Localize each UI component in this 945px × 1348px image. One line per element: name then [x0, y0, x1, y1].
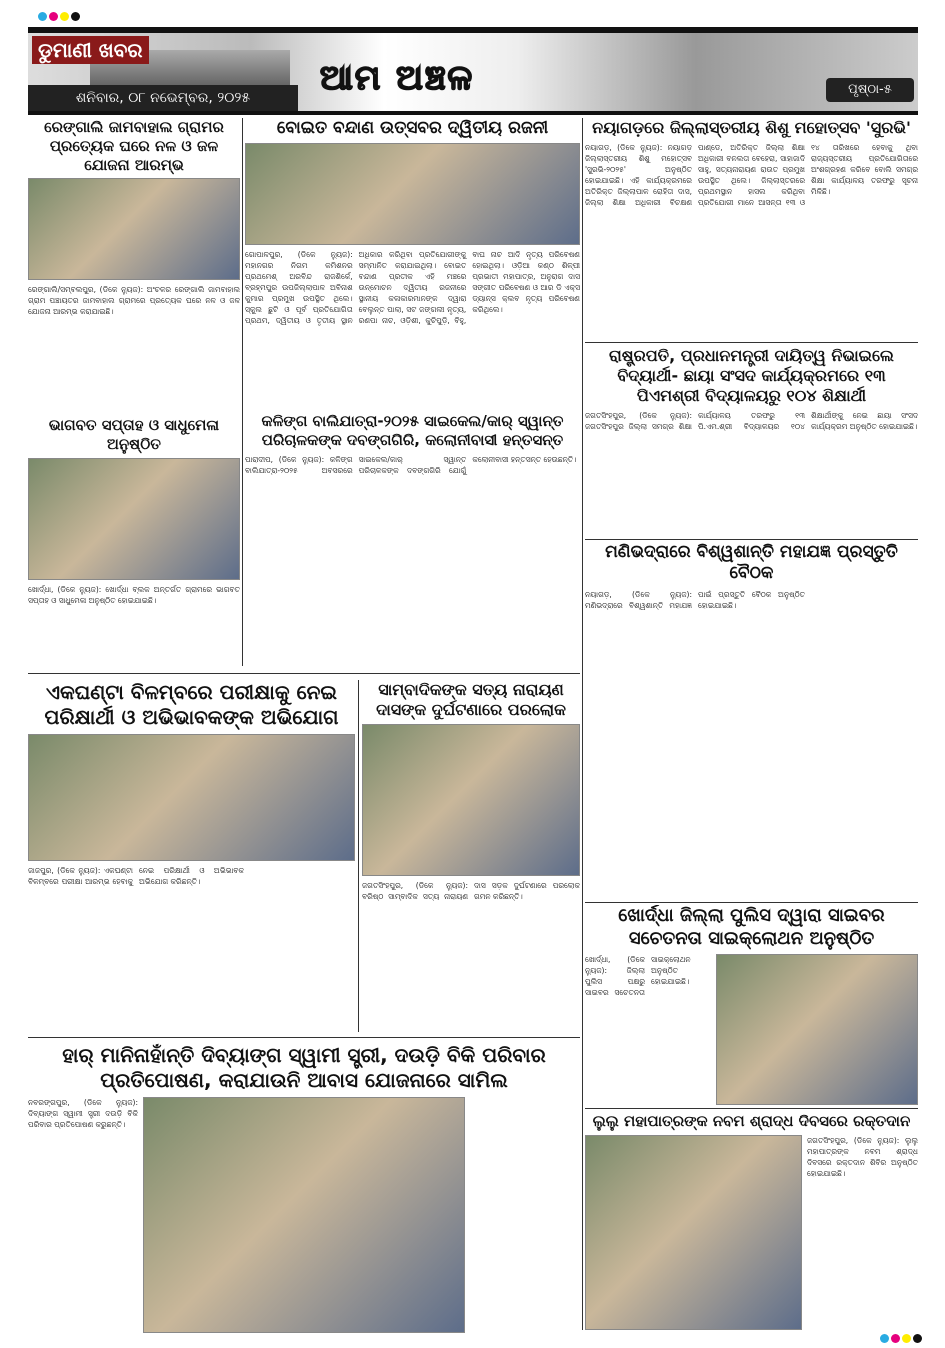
article-body-continued [470, 1097, 580, 1333]
cmyk-marks-bottom [880, 1334, 922, 1343]
masthead: ଡୁମାଣୀ ଖବର [32, 36, 149, 64]
article-body: ନୟାଗଡ଼, (ଡିକେ ନ୍ୟୁଜ): ମଣିଭଦ୍ରାରେ ବିଶ୍ୱଶାନ୍ତି ମହାଯଜ୍ଞ ପାଇଁ ପ୍ରସ୍ତୁତି ବୈଠକ ଅନୁଷ୍ଠିତ ହୋଇଯାଇଛି। [585, 589, 805, 610]
header-bottom-rule [28, 111, 918, 115]
headline: କଳିଙ୍ଗ ବାଲିଯାତ୍ରା-୨୦୨୫ ସାଇକେଲ/କାର୍ ସ୍ୱାନ୍ତ ପରିଚାଳକଙ୍କ ଦବଙ୍ଗଗିରି, କଲୋନୀବାସୀ ହନ୍ତସନ୍ତ [261, 412, 564, 449]
article-content [28, 1097, 580, 1333]
article [585, 346, 918, 536]
headline: ମଣିଭଦ୍ରାରେ ବିଶ୍ୱଶାନ୍ତି ମହାଯଜ୍ଞ ପ୍ରସ୍ତୁତି ବୈଠକ [605, 542, 898, 584]
article [362, 680, 580, 1032]
headline: ନୟାଗଡ଼ରେ ଜିଲ୍ଲାସ୍ତରୀୟ ଶିଶୁ ମହୋତ୍ସବ 'ସୁରଭି' [592, 118, 911, 137]
article-photo [28, 458, 240, 580]
issue-date: ଶନିବାର, ୦୮ ନଭେମ୍ବର, ୨୦୨୫ [28, 85, 298, 111]
article-photo [362, 724, 580, 876]
article-photo [28, 178, 240, 280]
article [585, 905, 918, 1105]
article-body: ଜଗତସିଂହପୁର, (ଡିକେ ନ୍ୟୁଜ): ଜଗତସିଂହପୁର ଜିଲ୍ଲା ସମଗ୍ର ଶିକ୍ଷା କାର୍ଯ୍ୟାଳୟ ତରଫରୁ ୧୩ ପି.ଏମ.ଶ୍ରୀ ବିଦ୍ୟାଳୟର ୧୦୪ ଶିକ୍ଷାର୍ଥୀଙ୍କୁ ନେଇ ଛାୟା ସଂସଦ କାର୍ଯ୍ୟକ୍ରମ ଅନୁଷ୍ଠିତ ହୋଇଯାଇଛି। [585, 411, 918, 431]
article-body: ନବରଙ୍ଗପୁର, (ଡିକେ ନ୍ୟୁଜ): ଦିବ୍ୟାଙ୍ଗ ସ୍ୱାମୀ ସ୍ତ୍ରୀ ଦଉଡ଼ି ବିକି ପରିବାର ପ୍ରତିପୋଷଣ କରୁଛନ୍ତି। [28, 1098, 138, 1129]
article-content [585, 954, 918, 1105]
article-photo [716, 954, 918, 1105]
headline: ଭାଗବତ ସପ୍ତାହ ଓ ସାଧୁମେଳା ଅନୁଷ୍ଠିତ [48, 416, 220, 453]
column-divider [585, 342, 918, 343]
article-photo [245, 143, 580, 245]
article-photo [585, 1135, 802, 1330]
article [245, 412, 580, 667]
article [585, 118, 918, 340]
article-body: ଗୋପାଳପୁର, (ଡିକେ ନ୍ୟୁଜ): ମହାନଗର ନିଗମ କମିଶନର ପ୍ରଥମେଶ୍ ଅରବିନ୍ଦ ରାଜଶିର୍କେ, ବ୍ରହ୍ମପୁର ଉପଜିଲ୍ଲାପାଳ ଅବିନାଶ କୁମାର ପ୍ରମୁଖ ଉପସ୍ଥିତ ଥିଲେ। ସ୍କୁଲ ଛୁଟି ଓ ପୂର୍ବ ପ୍ରତିଯୋଗିତା ପ୍ରଥମ, ଦ୍ୱିତୀୟ ଓ ତୃତୀୟ ସ୍ଥାନ ଅଧିକାର କରିଥିବା ପ୍ରତିଯୋଗୀଙ୍କୁ ସମ୍ମାନିତ କରାଯାଇଥିଲା। ବୋଇତ ବନ୍ଦାଣ ପ୍ରତୀକ ଏହି ମଞ୍ଚରେ ଉନ୍ମୋଚନ ଦ୍ୱିତୀୟ ରଜନୀରେ ସ୍ଥାନୀୟ କଳାକାରମାନଙ୍କ ଦ୍ୱାରା ବେଲୁନ୍ତ ପାଲା, ସଟ ଜଙ୍ଗଲୀ ନୃତ୍ୟ, ରଣପା ନାଚ, ଓଡ଼ିଶୀ, କୁଚିପୁଡ଼ି, ବିହୁ, ବାଘ ନାଚ ଆଦି ନୃତ୍ୟ ପରିବେଷଣ ହୋଇଥିଲା। ଓଡ଼ିଆ କଣ୍ଠ ଶିଳ୍ପୀ ପ୍ରଭାତୀ ମହାପାତ୍ର, ଅନୁରାଗ ଦାସ ସଙ୍ଗୀତ ପରିବେଷଣ ଓ ଆର ଡି ଏକ୍ସ ଡ୍ୟାନ୍ସ କ୍ଲବ ନୃତ୍ୟ ପରିବେଷଣ କରିଥିଲେ। [245, 250, 580, 326]
headline: ସାମ୍ବାଦିକଙ୍କ ସତ୍ୟ ନାରାୟଣ ଦାସଙ୍କ ଦୁର୍ଘଟଣାରେ ପରଲୋକ [376, 680, 566, 719]
article [245, 118, 580, 408]
column-divider [585, 1108, 918, 1109]
section-title: ଆମ ଅଞ୍ଚଳ [320, 58, 475, 98]
article [28, 118, 240, 410]
article [585, 1112, 918, 1330]
article-body: ଖୋର୍ଦ୍ଧା, (ଡିକେ ନ୍ୟୁଜ): ଜିଲ୍ଲା ପୁଲିସ ପକ୍ଷରୁ ସାଇବର ସଚେତନତା ସାଇକ୍ଲୋଥନ ଅନୁଷ୍ଠିତ ହୋଇଯାଇଛି। [585, 955, 691, 997]
column-divider [242, 118, 243, 666]
column-divider [582, 118, 583, 1330]
headline: ବୋଇତ ବନ୍ଦାଣ ଉତ୍ସବର ଦ୍ୱିତୀୟ ରଜନୀ [276, 118, 549, 138]
article-body: ପାରାଦୀପ, (ଡିକେ ନ୍ୟୁଜ): କଳିଙ୍ଗ ବାଲିଯାତ୍ରା-୨୦୨୫ ଅବସରରେ ସାଇକେଲ/କାର୍ ସ୍ୱାନ୍ତ ପରିଚାଳକଙ୍କ ଦବଙ୍ଗଗିରି ଯୋଗୁଁ କଲୋନୀବାସୀ ହନ୍ତସନ୍ତ ହେଉଛନ୍ତି। [245, 454, 577, 475]
cmyk-marks-top [38, 12, 80, 21]
headline: ରାଷ୍ଟ୍ରପତି, ପ୍ରଧାନମନ୍ତ୍ରୀ ଦାୟିତ୍ୱ ନିଭାଇଲେ ବିଦ୍ୟାର୍ଥୀ- ଛାୟା ସଂସଦ କାର୍ଯ୍ୟକ୍ରମରେ ୧୩ ପିଏମଶ୍ରୀ ବିଦ୍ୟାଳୟରୁ ୧୦୪ ଶିକ୍ଷାର୍ଥୀ [609, 346, 894, 405]
article-body: ଖୋର୍ଦ୍ଧା, (ଡିକେ ନ୍ୟୁଜ): ଖୋର୍ଦ୍ଧା ବ୍ଲକ ଅନ୍ତର୍ଗତ ଗ୍ରାମରେ ଭାଗବତ ସପ୍ତାହ ଓ ସାଧୁମେଳା ଅନୁଷ୍ଠିତ ହୋଇଯାଇଛି। [28, 584, 240, 605]
article [28, 1043, 580, 1333]
column-divider [28, 1037, 580, 1038]
headline: ଖୋର୍ଦ୍ଧା ଜିଲ୍ଲା ପୁଲିସ ଦ୍ୱାରା ସାଇବର ସଚେତନତା ସାଇକ୍ଲୋଥନ ଅନୁଷ୍ଠିତ [618, 905, 885, 949]
article-body: ରେଙ୍ଗାଲି/ସମ୍ବଲପୁର, (ଡିକେ ନ୍ୟୁଜ): ଅଂଚଳର ରେଙ୍ଗାଲି ଜାମବାହାଲ ଗ୍ରାମ ପଞ୍ଚାୟତର ଜାମବାହାଲ ଗ୍ରାମରେ ପ୍ରତ୍ୟେକ ଘରେ ନଳ ଓ ଜଳ ଯୋଜନା ଆରମ୍ଭ କରାଯାଇଛି। [28, 285, 240, 317]
article-body: ନୟାଗଡ଼, (ଡିକେ ନ୍ୟୁଜ): ନୟାଗଡ଼ ଜିଲ୍ଲାସ୍ତରୀୟ ଶିଶୁ ମହୋତ୍ସବ 'ସୁରଭି-୨୦୨୫' ଅନୁଷ୍ଠିତ ହୋଇଯାଇଛି। ଏହି କାର୍ଯ୍ୟକ୍ରମରେ ଅତିରିକ୍ତ ଜିଲ୍ଲାପାଳ ରୋହିତା ଦାସ, ଜିଲ୍ଲା ଶିକ୍ଷା ଅଧିକାରୀ ବିଚକ୍ଷଣ ପାଣ୍ଡେ, ଅତିରିକ୍ତ ଜିଲ୍ଲା ଶିକ୍ଷା ଅଧିକାରୀ ବନଲତା ବେହେରା, ସାହାଜାଦି ସାହୁ, ସତ୍ୟନାରାୟଣ ରାଉତ ପ୍ରମୁଖ ଉପସ୍ଥିତ ଥିଲେ। ଜିଲ୍ଲାସ୍ତରରେ ପ୍ରଥମସ୍ଥାନ ହାସଲ କରିଥିବା ପ୍ରତିଯୋଗୀ ମାନେ ଆସନ୍ତା ୧୩ ଓ ୧୪ ତାରିଖରେ ହେବାକୁ ଥିବା ରାଜ୍ୟସ୍ତରୀୟ ପ୍ରତିଯୋଗିତାରେ ଅଂଶଗ୍ରହଣ କରିବେ ବୋଲି ସମଗ୍ର ଶିକ୍ଷା କାର୍ଯ୍ୟାଳୟ ତରଫରୁ ସୂଚନା ମିଳିଛି। [585, 143, 918, 207]
article-photo [143, 1097, 465, 1333]
column-divider [358, 680, 359, 1032]
headline: ଲୁଲୁ ମହାପାତ୍ରଙ୍କ ନବମ ଶ୍ରାଦ୍ଧ ଦିବସରେ ରକ୍ତଦାନ [592, 1112, 911, 1130]
column-divider [585, 539, 918, 540]
column-divider [28, 673, 580, 674]
article-content [585, 1135, 918, 1330]
column-divider [585, 902, 918, 903]
article-body: ଜଗତସିଂହପୁର, (ଡିକେ ନ୍ୟୁଜ): ଲୁଲୁ ମହାପାତ୍ରଙ୍କ ନବମ ଶ୍ରାଦ୍ଧ ଦିବସରେ ରକ୍ତଦାନ ଶିବିର ଅନୁଷ୍ଠିତ ହୋଇଯାଇଛି। [807, 1135, 918, 1178]
article [28, 416, 240, 668]
article [585, 542, 918, 900]
page-number: ପୃଷ୍ଠା-୫ [826, 78, 914, 102]
headline: ଏକଘଣ୍ଟା ବିଳମ୍ବରେ ପରୀକ୍ଷାକୁ ନେଇ ପରିକ୍ଷାର୍ଥୀ ଓ ଅଭିଭାବକଙ୍କ ଅଭିଯୋଗ [44, 680, 339, 729]
article-body: ଜଗତସିଂହପୁର, (ଡିକେ ନ୍ୟୁଜ): ବରିଷ୍ଠ ସାମ୍ବାଦିକ ସତ୍ୟ ନାରାୟଣ ଦାସ ସଡ଼କ ଦୁର୍ଘଟଣାରେ ପରଲୋକ ଗମନ କରିଛନ୍ତି। [362, 881, 580, 901]
article [28, 680, 355, 1032]
article-photo [28, 734, 355, 861]
headline: ହାର୍ ମାନିନାହାଁନ୍ତି ଦିବ୍ୟାଙ୍ଗ ସ୍ୱାମୀ ସ୍ତ୍ରୀ, ଦଉଡ଼ି ବିକି ପରିବାର ପ୍ରତିପୋଷଣ, କରାଯାଉନି ଆବାସ ଯୋଜନାରେ ସାମିଲ [62, 1043, 546, 1092]
article-body: ଜାଜପୁର, (ଡିକେ ନ୍ୟୁଜ): ଏକଘଣ୍ଟା ବିଳମ୍ବରେ ପରୀକ୍ଷା ଆରମ୍ଭ ହେବାକୁ ନେଇ ପରିକ୍ଷାର୍ଥୀ ଓ ଅଭିଭାବକ ଅଭିଯୋଗ କରିଛନ୍ତି। [28, 866, 244, 886]
headline: ରେଙ୍ଗାଲି ଜାମବାହାଲ ଗ୍ରାମର ପ୍ରତ୍ୟେକ ଘରେ ନଳ ଓ ଜଳ ଯୋଜନା ଆରମ୍ଭ [44, 118, 224, 174]
